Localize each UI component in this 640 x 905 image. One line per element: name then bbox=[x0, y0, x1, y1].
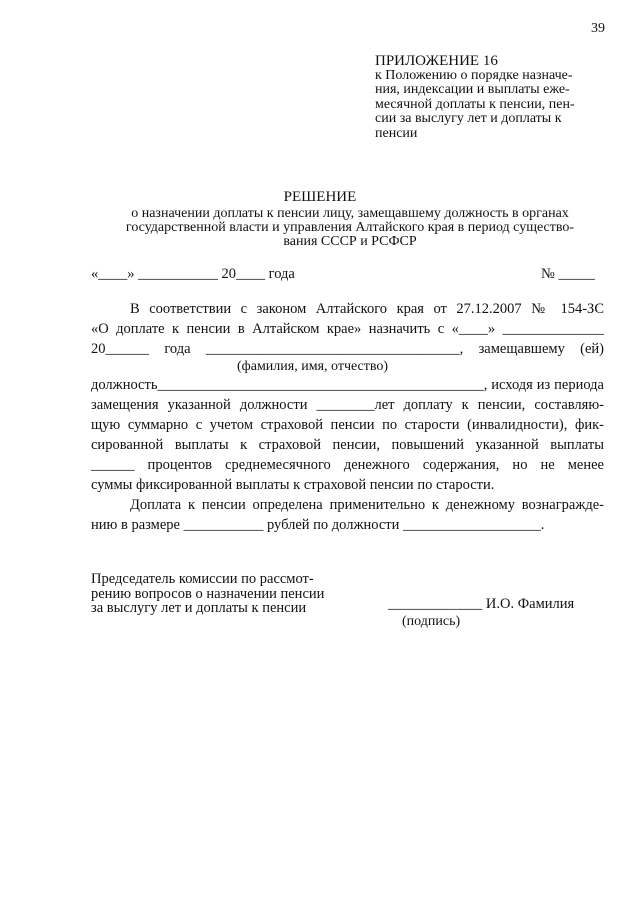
body-line: ______ процентов среднемесячного денежного содержания, но не менее bbox=[91, 457, 604, 473]
body-line: 20______ года ___________________________________, замещавшему (ей) bbox=[91, 341, 604, 357]
body-line: сированной выплаты к страховой пенсии, повышений указанной выплаты bbox=[91, 437, 604, 453]
body-line: суммы фиксированной выплаты к страховой пенсии по старости. bbox=[91, 477, 495, 493]
signature-name: _____________ И.О. Фамилия bbox=[388, 596, 575, 612]
signatory-line: Председатель комиссии по рассмот- bbox=[91, 571, 314, 587]
page-number: 39 bbox=[591, 21, 605, 36]
appendix-heading: ПРИЛОЖЕНИЕ 16 bbox=[375, 53, 498, 69]
date-field: «____» ___________ 20____ года bbox=[91, 266, 295, 282]
body-line: нию в размере ___________ рублей по должности ___________________. bbox=[91, 517, 545, 533]
appendix-line: к Положению о порядке назначе- bbox=[375, 67, 573, 83]
number-field: № _____ bbox=[541, 266, 595, 282]
appendix-line: месячной доплаты к пенсии, пен- bbox=[375, 96, 575, 112]
signature-label: (подпись) bbox=[402, 614, 461, 629]
body-line: щую суммарно с учетом страховой пенсии по старости (инвалидности), фик- bbox=[91, 417, 604, 433]
body-line: В соответствии с законом Алтайского края от 27.12.2007 № 154-ЗС bbox=[130, 301, 604, 317]
document-subtitle bbox=[100, 207, 600, 249]
appendix-line: ния, индексации и выплаты еже- bbox=[375, 82, 570, 97]
signatory-line: рению вопросов о назначении пенсии bbox=[91, 585, 325, 602]
body-line: замещения указанной должности ________лет доплату к пенсии, составляю- bbox=[91, 397, 604, 413]
body-line: Доплата к пенсии определена применительно к денежному вознагражде- bbox=[130, 497, 604, 513]
signatory-title bbox=[91, 572, 331, 616]
document-title: РЕШЕНИЕ bbox=[283, 189, 357, 205]
appendix-line: пенсии bbox=[375, 125, 418, 141]
signatory-line: за выслугу лет и доплаты к пенсии bbox=[91, 600, 307, 616]
appendix-line: сии за выслугу лет и доплаты к bbox=[375, 111, 562, 126]
appendix-block bbox=[375, 54, 607, 141]
subtitle-line: о назначении доплаты к пенсии лицу, замещавшему должность в органах bbox=[131, 206, 569, 221]
subtitle-line: вания СССР и РСФСР bbox=[283, 234, 417, 249]
subtitle-line: государственной власти и управления Алтайского края в период существо- bbox=[125, 220, 575, 235]
body-line: должность_____________________________________________, исходя из периода bbox=[91, 377, 604, 393]
fio-label: (фамилия, имя, отчество) bbox=[237, 359, 389, 374]
body-line: «О доплате к пенсии в Алтайском крае» назначить с «____» ______________ bbox=[91, 321, 604, 337]
